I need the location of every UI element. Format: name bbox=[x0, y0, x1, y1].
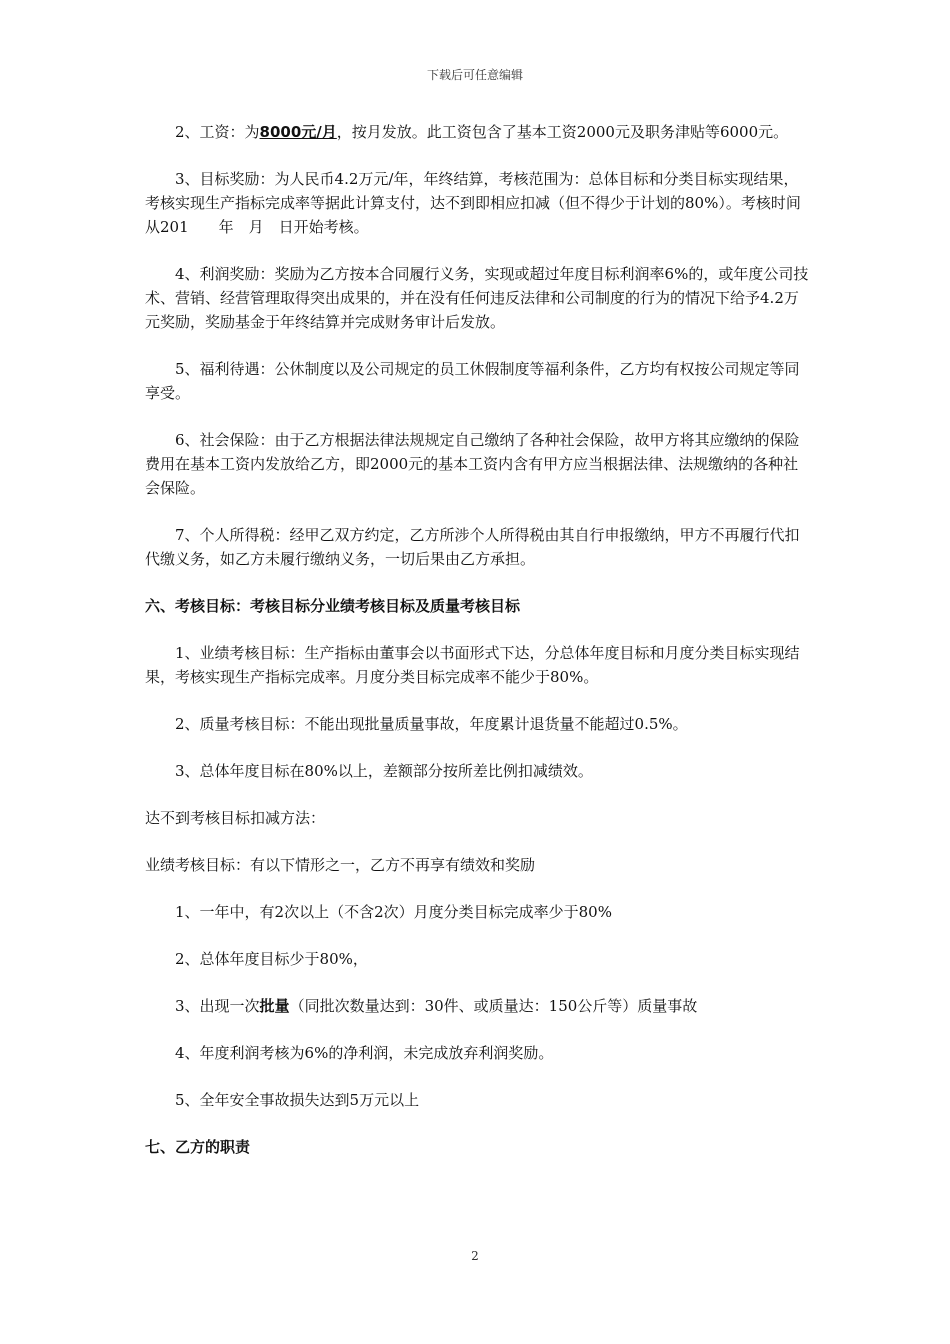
deduction-intro: 业绩考核目标：有以下情形之一，乙方不再享有绩效和奖励 bbox=[145, 856, 536, 874]
paragraph-profit-bonus: 4、利润奖励：奖励为乙方按本合同履行义务，实现或超过年度目标利润率6%的，或年度公司技术、营销、经营管理取得突出成果的，并在没有任何违反法律和公司制度的行为的情况下给予4.2万元奖励，奖励基金于年终结算并完成财务审计后发放。 bbox=[145, 265, 809, 331]
deduction-item-5: 5、全年安全事故损失达到5万元以上 bbox=[175, 1091, 420, 1109]
document-body bbox=[145, 120, 810, 1159]
deduction-item-2: 2、总体年度目标少于80%， bbox=[175, 950, 368, 968]
salary-amount: 8000元/月 bbox=[259, 123, 337, 141]
deduction-item-4: 4、年度利润考核为6%的净利润，未完成放弃利润奖励。 bbox=[175, 1044, 554, 1062]
salary-label: 2、工资：为 bbox=[175, 123, 260, 141]
assessment-item-1: 1、业绩考核目标：生产指标由董事会以书面形式下达，分总体年度目标和月度分类目标实现结果，考核实现生产指标完成率。月度分类目标完成率不能少于80%。 bbox=[145, 644, 800, 686]
deduction-title: 达不到考核目标扣减方法： bbox=[145, 809, 326, 827]
deduction-item-3-bold: 批量 bbox=[259, 997, 290, 1015]
paragraph-salary bbox=[145, 120, 810, 144]
page-number: 2 bbox=[471, 1249, 479, 1263]
page-header: 下载后可任意编辑 bbox=[426, 68, 523, 82]
salary-detail: ，按月发放。此工资包含了基本工资2000元及职务津贴等6000元。 bbox=[336, 123, 789, 141]
section-7-heading: 七、乙方的职责 bbox=[145, 1138, 251, 1156]
section-6-heading: 六、考核目标：考核目标分业绩考核目标及质量考核目标 bbox=[145, 597, 521, 615]
deduction-item-3-suffix: （同批次数量达到：30件、或质量达：150公斤等）质量事故 bbox=[289, 997, 698, 1015]
paragraph-social-insurance: 6、社会保险：由于乙方根据法律法规规定自己缴纳了各种社会保险，故甲方将其应缴纳的保险费用在基本工资内发放给乙方，即2000元的基本工资内含有甲方应当根据法律、法规缴纳的各种社会保险。 bbox=[145, 431, 800, 497]
deduction-item-3 bbox=[145, 994, 810, 1018]
assessment-item-3: 3、总体年度目标在80%以上，差额部分按所差比例扣减绩效。 bbox=[175, 762, 593, 780]
deduction-item-3-prefix: 3、出现一次 bbox=[175, 997, 260, 1015]
deduction-item-1: 1、一年中，有2次以上（不含2次）月度分类目标完成率少于80% bbox=[175, 903, 612, 921]
paragraph-income-tax: 7、个人所得税：经甲乙双方约定，乙方所涉个人所得税由其自行申报缴纳，甲方不再履行代扣代缴义务，如乙方未履行缴纳义务，一切后果由乙方承担。 bbox=[145, 526, 800, 568]
assessment-item-2: 2、质量考核目标：不能出现批量质量事故，年度累计退货量不能超过0.5%。 bbox=[175, 715, 688, 733]
paragraph-target-bonus: 3、目标奖励：为人民币4.2万元/年，年终结算，考核范围为：总体目标和分类目标实现结果，考核实现生产指标完成率等据此计算支付，达不到即相应扣减（但不得少于计划的80%）。考核时间从201 年 月 日开始考核。 bbox=[145, 170, 801, 236]
paragraph-welfare: 5、福利待遇：公休制度以及公司规定的员工休假制度等福利条件，乙方均有权按公司规定等同享受。 bbox=[145, 360, 800, 402]
